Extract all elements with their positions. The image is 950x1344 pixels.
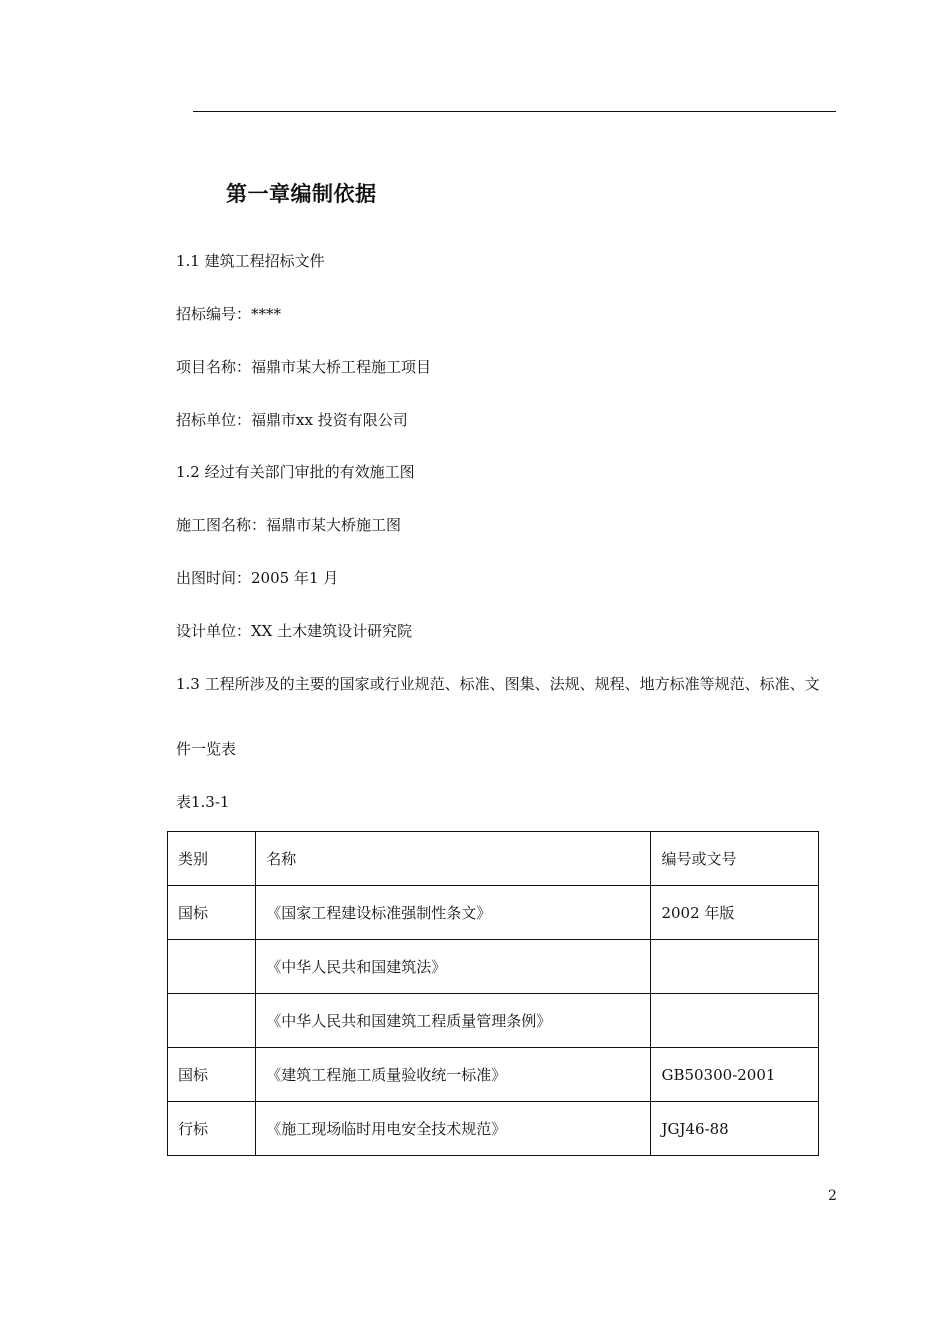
table-row (168, 994, 819, 1048)
cell-name: 《国家工程建设标准强制性条文》 (256, 886, 651, 940)
cell-category (168, 940, 256, 994)
section-heading-1-3: 1.3 工程所涉及的主要的国家或行业规范、标准、图集、法规、规程、地方标准等规范、标准、文 (176, 675, 820, 693)
table-header-row (168, 832, 819, 886)
cell-code (651, 940, 819, 994)
section-heading-1-3-continued: 件一览表 (176, 740, 237, 758)
cell-name: 《中华人民共和国建筑工程质量管理条例》 (256, 994, 651, 1048)
tender-number: 招标编号：**** (176, 305, 282, 323)
cell-code: GB50300-2001 (651, 1048, 819, 1102)
chapter-title: 第一章编制依据 (226, 182, 377, 206)
cell-name: 《建筑工程施工质量验收统一标准》 (256, 1048, 651, 1102)
project-name: 项目名称：福鼎市某大桥工程施工项目 (176, 358, 432, 376)
table-row (168, 940, 819, 994)
page-number: 2 (828, 1188, 837, 1204)
cell-category: 国标 (168, 1048, 256, 1102)
cell-category (168, 994, 256, 1048)
header-name: 名称 (256, 832, 651, 886)
drawing-date: 出图时间：2005 年1 月 (176, 569, 339, 587)
section-heading-1-2: 1.2 经过有关部门审批的有效施工图 (176, 463, 415, 481)
table-row (168, 886, 819, 940)
cell-code (651, 994, 819, 1048)
cell-name: 《施工现场临时用电安全技术规范》 (256, 1102, 651, 1156)
table-row (168, 1102, 819, 1156)
design-unit: 设计单位：XX 土木建筑设计研究院 (176, 622, 413, 640)
section-heading-1-1: 1.1 建筑工程招标文件 (176, 252, 325, 270)
cell-category: 行标 (168, 1102, 256, 1156)
drawing-name: 施工图名称：福鼎市某大桥施工图 (176, 516, 402, 534)
header-rule (193, 111, 836, 112)
table-row (168, 1048, 819, 1102)
header-code: 编号或文号 (651, 832, 819, 886)
cell-category: 国标 (168, 886, 256, 940)
cell-name: 《中华人民共和国建筑法》 (256, 940, 651, 994)
table-caption: 表1.3-1 (176, 793, 230, 811)
header-category: 类别 (168, 832, 256, 886)
standards-table (167, 831, 819, 1156)
cell-code: 2002 年版 (651, 886, 819, 940)
cell-code: JGJ46-88 (651, 1102, 819, 1156)
tender-unit: 招标单位：福鼎市xx 投资有限公司 (176, 411, 408, 429)
